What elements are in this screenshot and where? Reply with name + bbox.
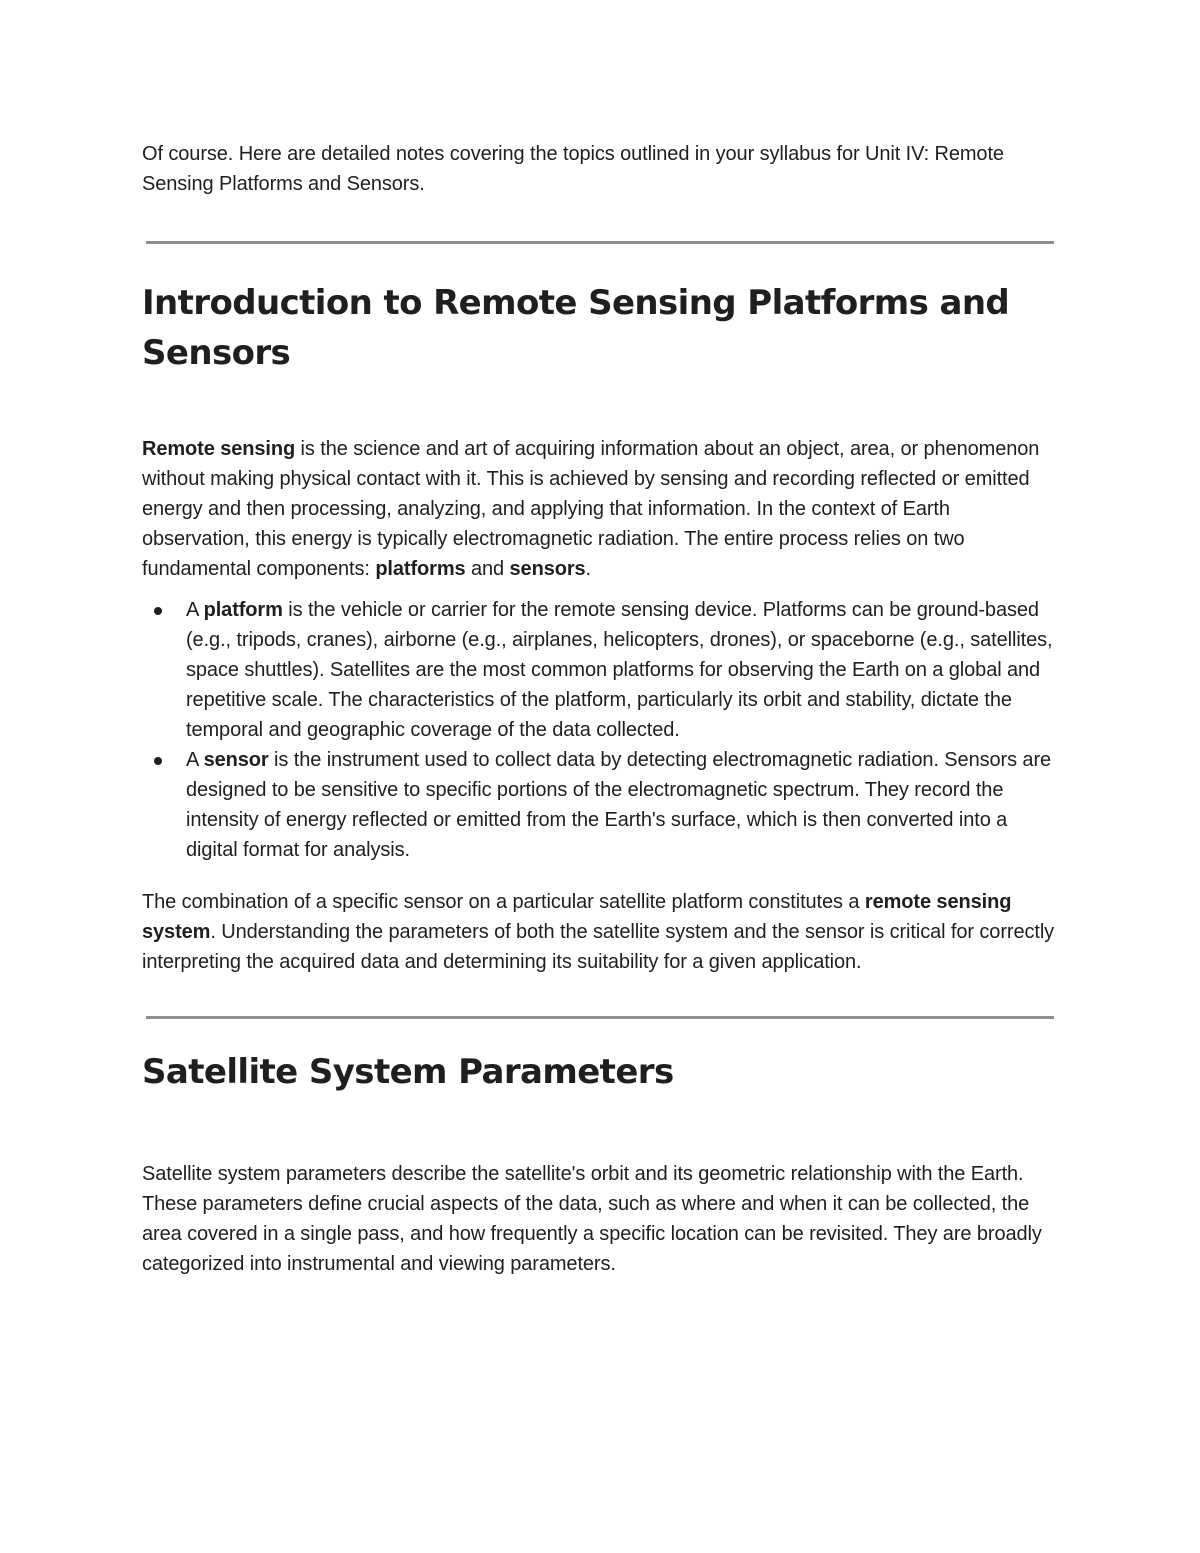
section-divider <box>146 1016 1054 1019</box>
bold-term-sensors: sensors <box>509 558 586 580</box>
bold-term-platform: platform <box>203 599 283 621</box>
section-heading-introduction: Introduction to Remote Sensing Platforms and Sensors <box>142 283 1010 373</box>
bullet-lead: A <box>186 599 204 621</box>
intro-paragraph: Of course. Here are detailed notes covering the topics outlined in your syllabus for Unit IV: Remote Sensing Platforms and Sensors. <box>142 143 1004 195</box>
paragraph-text: . Understanding the parameters of both the satellite system and the sensor is critical for correctly interpreting the acquired data and determining its suitability for a given application. <box>142 921 1055 973</box>
bullet-text: is the vehicle or carrier for the remote sensing device. Platforms can be ground-based (e.g., tripods, cranes), airborne (e.g., airplanes, helicopters, drones), or spaceborne (e.g., satellites, space shuttles). Satellites are the most common platforms for observing the Earth on a global and repetitive scale. The characteristics of the platform, particularly its orbit and stability, dictate the temporal and geographic coverage of the data collected. <box>186 599 1053 741</box>
section-heading-satellite-parameters: Satellite System Parameters <box>142 1052 674 1092</box>
list-item-sensor <box>142 745 1062 865</box>
satellite-parameters-paragraph: Satellite system parameters describe the satellite's orbit and its geometric relationship with the Earth. These parameters define crucial aspects of the data, such as where and when it can be collected, the area covered in a single pass, and how frequently a specific location can be revisited. They are broadly categorized into instrumental and viewing parameters. <box>142 1163 1042 1275</box>
bold-term-platforms: platforms <box>375 558 466 580</box>
remote-sensing-system-paragraph <box>142 887 1062 977</box>
bold-term-remote-sensing: Remote sensing <box>142 438 296 460</box>
bullet-icon <box>154 607 162 615</box>
remote-sensing-definition-paragraph <box>142 434 1062 584</box>
bullet-icon <box>154 757 162 765</box>
bold-term-sensor: sensor <box>203 749 269 771</box>
definition-text: is the science and art of acquiring information about an object, area, or phenomenon without making physical contact with it. This is achieved by sensing and recording reflected or emitted energy and then processing, analyzing, and applying that information. In the context of Earth observation, this energy is typically electromagnetic radiation. The entire process relies on two fundamental components: <box>142 438 1040 580</box>
sentence-end: . <box>585 558 592 580</box>
bullet-text: is the instrument used to collect data by detecting electromagnetic radiation. Sensors are designed to be sensitive to specific portions of the electromagnetic spectrum. They record the intensity of energy reflected or emitted from the Earth's surface, which is then converted into a digital format for analysis. <box>186 749 1052 861</box>
paragraph-text: The combination of a specific sensor on a particular satellite platform constitutes a <box>142 891 865 913</box>
bold-term-remote-sensing-system: remote sensing system <box>142 891 1012 943</box>
list-item-platform <box>142 595 1062 745</box>
bullet-lead: A <box>186 749 204 771</box>
document-page <box>142 139 1062 1279</box>
components-bullet-list <box>142 595 1062 865</box>
section-divider <box>146 241 1054 244</box>
connector-text: and <box>465 558 510 580</box>
